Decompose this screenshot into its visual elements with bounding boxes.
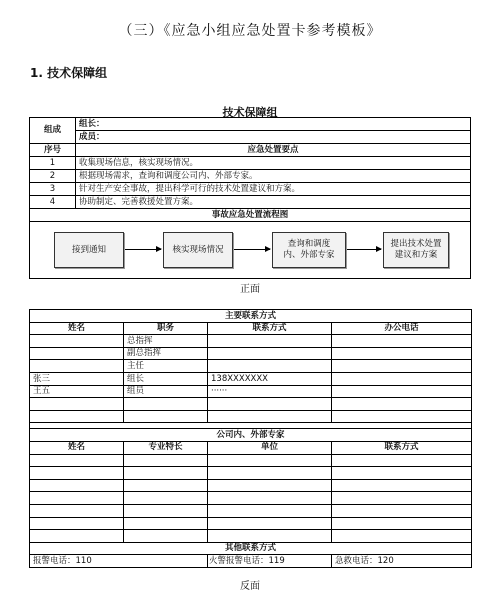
expert-specialty-cell[interactable] <box>124 504 208 517</box>
expert-unit-cell[interactable] <box>208 492 332 505</box>
expert-unit-header: 单位 <box>208 441 332 454</box>
name-cell[interactable] <box>30 398 124 411</box>
role-cell[interactable] <box>124 410 208 423</box>
expert-contact-cell[interactable] <box>332 454 472 467</box>
flow-step-notify: 接到通知 <box>54 232 124 268</box>
office-phone-cell[interactable] <box>332 347 472 360</box>
expert-name-header: 姓名 <box>30 441 124 454</box>
contact-cell[interactable] <box>208 410 332 423</box>
expert-contact-cell[interactable] <box>332 504 472 517</box>
document-title: （三）《应急小组应急处置卡参考模板》 <box>118 23 382 39</box>
table-row <box>30 385 472 398</box>
expert-specialty-cell[interactable] <box>124 454 208 467</box>
contact-cell[interactable] <box>208 398 332 411</box>
contact-cell[interactable]: 138XXXXXXX <box>208 372 332 385</box>
expert-name-cell[interactable] <box>30 492 124 505</box>
table-row <box>30 504 472 517</box>
other-contacts-title-row <box>30 542 472 555</box>
fire-phone: 火警报警电话：119 <box>208 555 332 568</box>
expert-name-cell[interactable] <box>30 504 124 517</box>
main-contacts-title: 主要联系方式 <box>30 310 472 323</box>
back-card-table <box>29 309 472 568</box>
expert-name-cell[interactable] <box>30 467 124 480</box>
expert-contact-cell[interactable] <box>332 530 472 543</box>
leader-field[interactable]: 组长： <box>76 118 471 131</box>
role-header: 职务 <box>124 322 208 335</box>
expert-specialty-cell[interactable] <box>124 517 208 530</box>
name-cell[interactable] <box>30 410 124 423</box>
expert-specialty-header: 专业特长 <box>124 441 208 454</box>
expert-unit-cell[interactable] <box>208 517 332 530</box>
expert-unit-cell[interactable] <box>208 467 332 480</box>
members-row <box>30 131 471 144</box>
arrow-right-icon <box>347 249 381 250</box>
table-row <box>30 517 472 530</box>
name-cell[interactable] <box>30 360 124 373</box>
office-phone-cell[interactable] <box>332 398 472 411</box>
flowchart-row <box>30 222 471 279</box>
table-row <box>30 467 472 480</box>
table-row <box>30 479 472 492</box>
table-row <box>30 372 472 385</box>
office-phone-cell[interactable] <box>332 360 472 373</box>
seq-cell: 4 <box>30 196 76 209</box>
expert-name-cell[interactable] <box>30 479 124 492</box>
back-side-label: 反面 <box>240 581 260 592</box>
table-row <box>30 530 472 543</box>
seq-cell: 1 <box>30 157 76 170</box>
table-row <box>30 398 472 411</box>
members-field[interactable]: 成员： <box>76 131 471 144</box>
arrow-right-icon <box>125 249 161 250</box>
expert-unit-cell[interactable] <box>208 479 332 492</box>
table-row <box>30 170 471 183</box>
ambulance-phone: 急救电话：120 <box>332 555 472 568</box>
card-title: 技术保障组 <box>222 106 278 119</box>
role-cell[interactable] <box>124 398 208 411</box>
leader-row <box>30 118 471 131</box>
table-row <box>30 410 472 423</box>
flow-step-verify: 核实现场情况 <box>163 232 233 268</box>
expert-unit-cell[interactable] <box>208 530 332 543</box>
expert-contact-cell[interactable] <box>332 479 472 492</box>
office-phone-cell[interactable] <box>332 335 472 348</box>
table-row <box>30 157 471 170</box>
point-cell: 协助制定、完善救援处置方案。 <box>76 196 471 209</box>
expert-specialty-cell[interactable] <box>124 467 208 480</box>
experts-header-row <box>30 441 472 454</box>
arrow-right-icon <box>234 249 270 250</box>
name-cell[interactable]: 张三 <box>30 372 124 385</box>
experts-title-row <box>30 429 472 442</box>
expert-name-cell[interactable] <box>30 530 124 543</box>
other-contacts-title: 其他联系方式 <box>30 542 472 555</box>
experts-title: 公司内、外部专家 <box>30 429 472 442</box>
role-cell[interactable]: 总指挥 <box>124 335 208 348</box>
expert-unit-cell[interactable] <box>208 454 332 467</box>
seq-cell: 2 <box>30 170 76 183</box>
flow-step-experts: 查询和调度 内、外部专家 <box>272 232 346 268</box>
table-row <box>30 360 472 373</box>
contact-header: 联系方式 <box>208 322 332 335</box>
table-row <box>30 335 472 348</box>
table-row <box>30 196 471 209</box>
expert-specialty-cell[interactable] <box>124 479 208 492</box>
table-row <box>30 183 471 196</box>
points-header-row <box>30 144 471 157</box>
seq-header: 序号 <box>30 144 76 157</box>
seq-cell: 3 <box>30 183 76 196</box>
point-cell: 针对生产安全事故，提出科学可行的技术处置建议和方案。 <box>76 183 471 196</box>
flowchart <box>30 222 471 279</box>
front-side-label: 正面 <box>240 284 260 295</box>
main-contacts-header-row <box>30 322 472 335</box>
expert-contact-cell[interactable] <box>332 517 472 530</box>
role-cell[interactable]: 组员 <box>124 385 208 398</box>
role-cell[interactable]: 副总指挥 <box>124 347 208 360</box>
table-row <box>30 492 472 505</box>
contact-cell[interactable]: ······ <box>208 385 332 398</box>
expert-name-cell[interactable] <box>30 517 124 530</box>
office-phone-cell[interactable] <box>332 385 472 398</box>
contact-cell[interactable] <box>208 335 332 348</box>
name-header: 姓名 <box>30 322 124 335</box>
expert-name-cell[interactable] <box>30 454 124 467</box>
office-phone-cell[interactable] <box>332 372 472 385</box>
expert-contact-cell[interactable] <box>332 467 472 480</box>
group-label: 组成 <box>30 118 76 144</box>
table-row <box>30 454 472 467</box>
role-cell[interactable]: 组长 <box>124 372 208 385</box>
point-cell: 根据现场需求，查询和调度公司内、外部专家。 <box>76 170 471 183</box>
name-cell[interactable] <box>30 335 124 348</box>
table-row <box>30 347 472 360</box>
contact-cell[interactable] <box>208 360 332 373</box>
front-card-table <box>29 117 471 279</box>
other-contacts-row <box>30 555 472 568</box>
expert-unit-cell[interactable] <box>208 504 332 517</box>
section-heading: 1. 技术保障组 <box>30 66 108 80</box>
main-contacts-title-row <box>30 310 472 323</box>
expert-contact-cell[interactable] <box>332 492 472 505</box>
expert-contact-header: 联系方式 <box>332 441 472 454</box>
name-cell[interactable]: 王五 <box>30 385 124 398</box>
police-phone: 报警电话：110 <box>30 555 208 568</box>
flow-title-row <box>30 209 471 222</box>
role-cell[interactable]: 主任 <box>124 360 208 373</box>
points-header: 应急处置要点 <box>76 144 471 157</box>
office-phone-cell[interactable] <box>332 410 472 423</box>
expert-specialty-cell[interactable] <box>124 530 208 543</box>
point-cell: 收集现场信息，核实现场情况。 <box>76 157 471 170</box>
flow-title: 事故应急处置流程图 <box>30 209 471 222</box>
flow-step-propose: 提出技术处置 建议和方案 <box>383 232 449 268</box>
contact-cell[interactable] <box>208 347 332 360</box>
name-cell[interactable] <box>30 347 124 360</box>
office-phone-header: 办公电话 <box>332 322 472 335</box>
expert-specialty-cell[interactable] <box>124 492 208 505</box>
